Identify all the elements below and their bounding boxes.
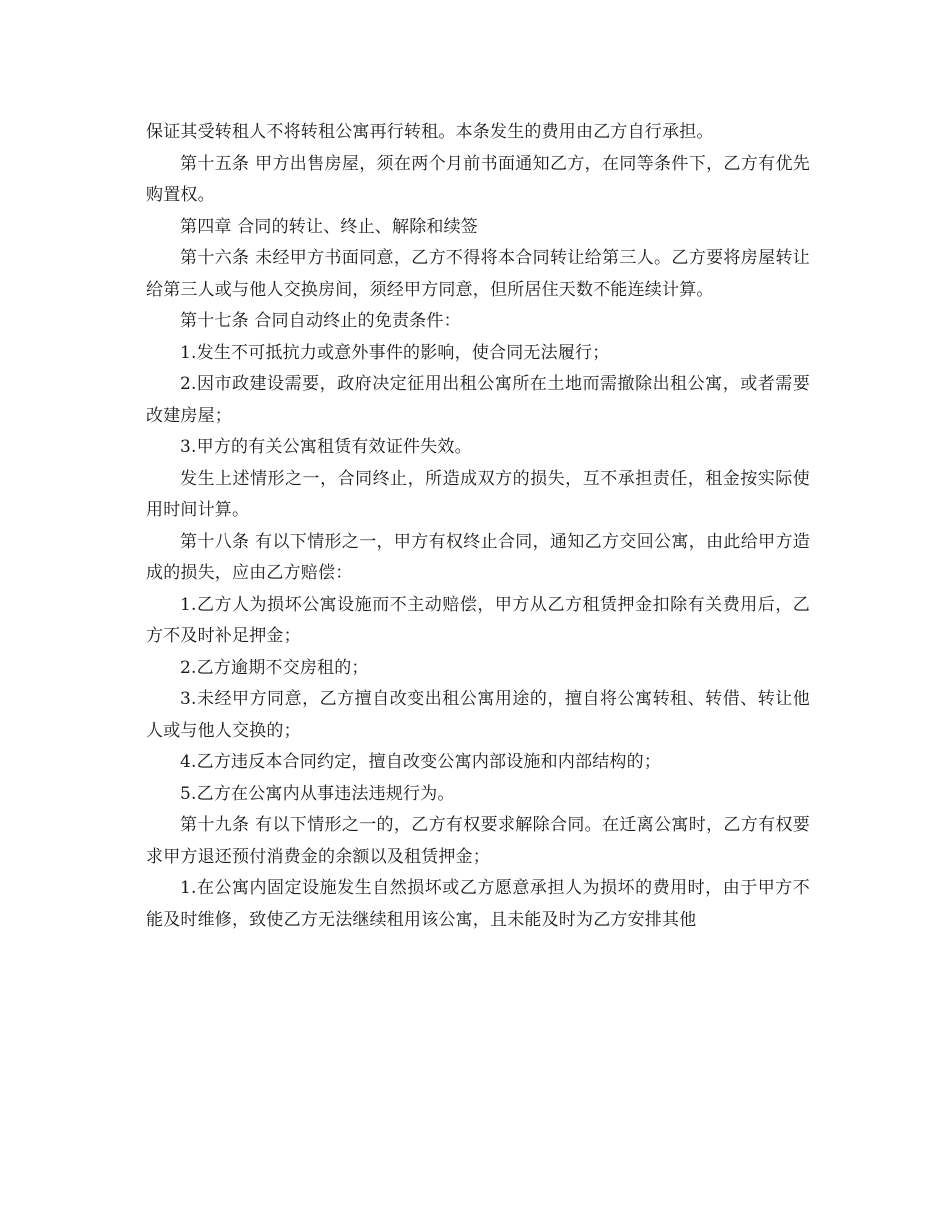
- document-paragraph: 第十八条 有以下情形之一，甲方有权终止合同，通知乙方交回公寓，由此给甲方造成的损失，应由乙方赔偿：: [146, 531, 810, 583]
- document-paragraph: 2.因市政建设需要，政府决定征用出租公寓所在土地而需撤除出租公寓，或者需要改建房屋；: [146, 374, 810, 426]
- document-paragraph: 5.乙方在公寓内从事违法违规行为。: [180, 783, 455, 804]
- document-paragraph: 第十六条 未经甲方书面同意，乙方不得将本合同转让给第三人。乙方要将房屋转让给第三人或与他人交换房间，须经甲方同意，但所居住天数不能连续计算。: [146, 248, 810, 300]
- document-paragraph: 第十九条 有以下情形之一的，乙方有权要求解除合同。在迁离公寓时，乙方有权要求甲方退还预付消费金的余额以及租赁押金；: [146, 815, 810, 867]
- document-paragraph: 1.乙方人为损坏公寓设施而不主动赔偿，甲方从乙方租赁押金扣除有关费用后，乙方不及时补足押金；: [146, 594, 810, 646]
- document-paragraph: 3.未经甲方同意，乙方擅自改变出租公寓用途的，擅自将公寓转租、转借、转让他人或与他人交换的；: [146, 689, 810, 741]
- document-paragraph: 1.在公寓内固定设施发生自然损坏或乙方愿意承担人为损坏的费用时，由于甲方不能及时维修，致使乙方无法继续租用该公寓，且未能及时为乙方安排其他: [146, 878, 810, 930]
- document-paragraph: 第十七条 合同自动终止的免责条件：: [180, 311, 461, 331]
- document-paragraph: 第四章 合同的转让、终止、解除和续签: [180, 216, 479, 237]
- document-paragraph: 第十五条 甲方出售房屋，须在两个月前书面通知乙方，在同等条件下，乙方有优先购置权。: [146, 153, 810, 205]
- document-paragraph: 4.乙方违反本合同约定，擅自改变公寓内部设施和内部结构的；: [180, 752, 662, 772]
- document-paragraph: 保证其受转租人不将转租公寓再行转租。本条发生的费用由乙方自行承担。: [146, 122, 714, 142]
- document-paragraph: 3.甲方的有关公寓租赁有效证件失效。: [180, 437, 472, 457]
- document-body: [146, 117, 810, 936]
- document-paragraph: 2.乙方逾期不交房租的；: [180, 657, 369, 678]
- document-paragraph: 1.发生不可抵抗力或意外事件的影响，使合同无法履行；: [180, 342, 610, 363]
- document-paragraph: 发生上述情形之一，合同终止，所造成双方的损失，互不承担责任，租金按实际使用时间计算。: [146, 468, 810, 520]
